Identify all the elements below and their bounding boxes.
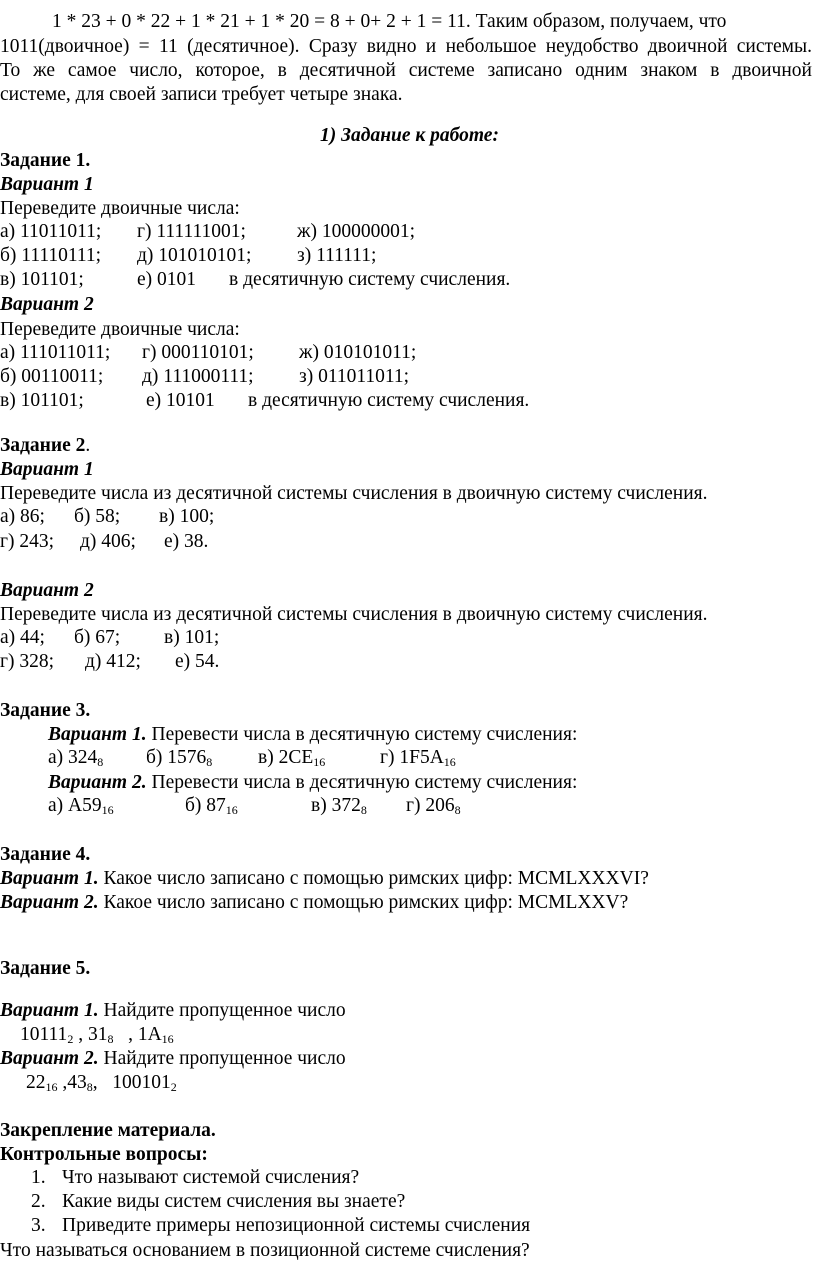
list-item: д) 412; bbox=[85, 651, 141, 672]
list-item: г) $1F5A_{16}$ bbox=[380, 747, 456, 769]
task5-variant2-items: $22_{16}$ $,43_8$, $100101_2$ bbox=[26, 1072, 177, 1094]
list-item: б) 58; bbox=[74, 506, 121, 527]
list-item: в) $372_8$ bbox=[311, 795, 367, 817]
task4-variant1-line bbox=[0, 867, 649, 891]
list-item: б) $87_{16}$ bbox=[185, 795, 238, 817]
list-item: д) 101010101; bbox=[137, 245, 252, 266]
list-item: г) 111111001; bbox=[137, 221, 246, 242]
list-item: а) $324_8$ bbox=[48, 747, 104, 769]
task3-variant1-line bbox=[48, 723, 577, 747]
list-item: з) 111111; bbox=[297, 245, 377, 266]
list-item: Что называют системой счисления? bbox=[62, 1167, 360, 1188]
task5-variant1-line bbox=[0, 999, 346, 1023]
task1-title: Задание 1. bbox=[0, 150, 91, 171]
task4-variant1-text: Какое число записано с помощью римских цифр: MCMLXXXVI? bbox=[98, 868, 649, 889]
task1-variant2-prompt: Переведите двоичные числа: bbox=[0, 319, 240, 340]
list-item: в) 101101; bbox=[0, 269, 84, 290]
list-item: в) 100; bbox=[159, 506, 215, 527]
list-item: б) $1576_8$ bbox=[146, 747, 213, 769]
final-question: Что называться основанием в позиционной системе счисления? bbox=[0, 1240, 530, 1261]
list-item: ж) 010101011; bbox=[299, 342, 417, 363]
task1-variant2-label: Вариант 2 bbox=[0, 294, 94, 315]
task2-variant1-prompt: Переведите числа из десятичной системы счисления в двоичную систему счисления. bbox=[0, 483, 708, 504]
task5-variant2-text: Найдите пропущенное число bbox=[98, 1048, 346, 1069]
list-item-number: 1. bbox=[31, 1167, 46, 1188]
list-item-number: 3. bbox=[31, 1215, 46, 1236]
list-item: а) 86; bbox=[0, 506, 45, 527]
list-item: е) 10101 bbox=[146, 390, 215, 411]
list-item: д) 406; bbox=[80, 531, 136, 552]
task2-variant2-prompt: Переведите числа из десятичной системы счисления в двоичную систему счисления. bbox=[0, 604, 708, 625]
intro-line-4: системе, для своей записи требует четыре знака. bbox=[0, 84, 403, 105]
task4-title: Задание 4. bbox=[0, 844, 91, 865]
task2-variant1-label: Вариант 1 bbox=[0, 459, 94, 480]
task5-variant1-items: $10111_2$ , $31_8$ , $1A_{16}$ bbox=[20, 1024, 174, 1046]
list-item: Какие виды систем счисления вы знаете? bbox=[62, 1191, 406, 1212]
task1-variant1-prompt: Переведите двоичные числа: bbox=[0, 198, 240, 219]
list-item: ж) 100000001; bbox=[297, 221, 416, 242]
list-item: е) 0101 bbox=[137, 269, 197, 290]
list-item: а) $A59_{16}$ bbox=[48, 795, 114, 817]
task3-variant2-line bbox=[48, 771, 577, 795]
task3-title: Задание 3. bbox=[0, 700, 91, 721]
list-item: Приведите примеры непозиционной системы счисления bbox=[62, 1215, 531, 1236]
list-item: в десятичную систему счисления. bbox=[229, 269, 511, 290]
list-item: з) 011011011; bbox=[299, 366, 410, 387]
task1-variant1-label: Вариант 1 bbox=[0, 174, 94, 195]
list-item: г) $206_8$ bbox=[406, 795, 461, 817]
list-item: в) $2CE_{16}$ bbox=[258, 747, 326, 769]
task4-variant2-line bbox=[0, 891, 628, 915]
task2-title: Задание 2. bbox=[0, 435, 91, 456]
task4-variant2-label: Вариант 2. bbox=[0, 892, 99, 913]
list-item: б) 67; bbox=[74, 627, 121, 648]
task3-variant2-prompt: Перевести числа в десятичную систему счисления: bbox=[146, 772, 578, 793]
task4-variant1-label: Вариант 1. bbox=[0, 868, 99, 889]
list-item: а) 11011011; bbox=[0, 221, 102, 242]
reinforce-title: Закрепление материала. bbox=[0, 1120, 216, 1141]
task5-variant2-line bbox=[0, 1047, 346, 1071]
task2-variant2-label: Вариант 2 bbox=[0, 580, 94, 601]
list-item: б) 00110011; bbox=[0, 366, 104, 387]
list-item: г) 000110101; bbox=[142, 342, 254, 363]
task5-title: Задание 5. bbox=[0, 958, 91, 979]
task4-variant2-text: Какое число записано с помощью римских цифр: MCMLXXV? bbox=[98, 892, 629, 913]
list-item-number: 2. bbox=[31, 1191, 46, 1212]
list-item: б) 11110111; bbox=[0, 245, 102, 266]
task5-variant1-text: Найдите пропущенное число bbox=[98, 1000, 346, 1021]
questions-title: Контрольные вопросы: bbox=[0, 1144, 208, 1165]
list-item: г) 328; bbox=[0, 651, 55, 672]
task5-variant1-label: Вариант 1. bbox=[0, 1000, 99, 1021]
list-item: в) 101; bbox=[164, 627, 220, 648]
section-heading: 1) Задание к работе: bbox=[320, 125, 499, 146]
list-item: е) 38. bbox=[164, 531, 209, 552]
list-item: е) 54. bbox=[175, 651, 220, 672]
intro-line-1: 1 * 23 + 0 * 22 + 1 * 21 + 1 * 20 = 8 + 0+ 2 + 1 = 11. Таким образом, получаем, что bbox=[52, 11, 727, 32]
list-item: д) 111000111; bbox=[142, 366, 254, 387]
list-item: г) 243; bbox=[0, 531, 55, 552]
task3-variant2-label: Вариант 2. bbox=[48, 772, 147, 793]
task3-variant1-prompt: Перевести числа в десятичную систему счисления: bbox=[146, 724, 578, 745]
intro-line-2: 1011(двоичное) = 11 (десятичное). Сразу видно и небольшое неудобство двоичной системы. bbox=[0, 36, 812, 57]
list-item: а) 44; bbox=[0, 627, 45, 648]
task3-variant1-label: Вариант 1. bbox=[48, 724, 147, 745]
task5-variant2-label: Вариант 2. bbox=[0, 1048, 99, 1069]
list-item: а) 111011011; bbox=[0, 342, 111, 363]
list-item: в десятичную систему счисления. bbox=[248, 390, 530, 411]
intro-line-3: То же самое число, которое, в десятичной системе записано одним знаком в двоичной bbox=[0, 60, 812, 81]
list-item: в) 101101; bbox=[0, 390, 84, 411]
